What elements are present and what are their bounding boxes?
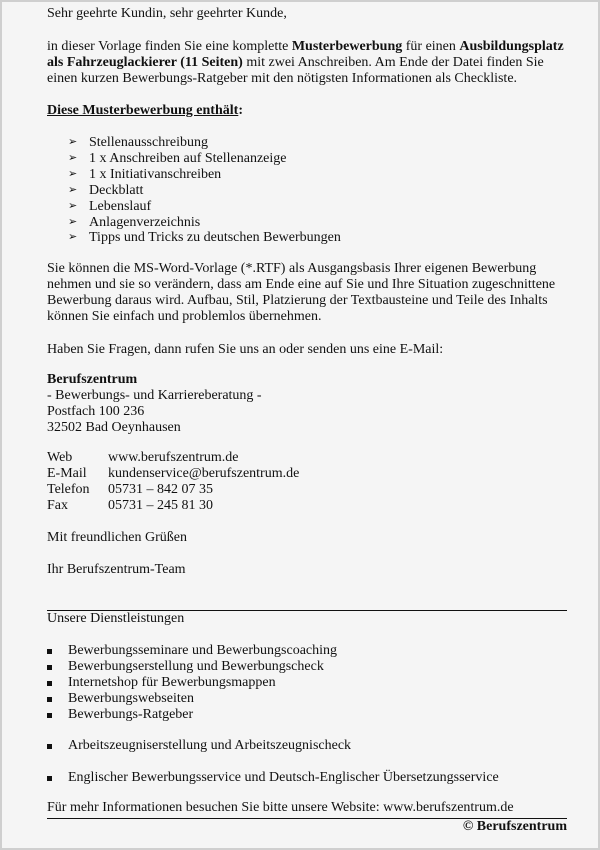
services-list <box>47 643 572 723</box>
greeting: Sehr geehrte Kundin, sehr geehrter Kunde, <box>47 6 287 21</box>
list-item <box>68 167 593 183</box>
contact-value: kundenservice@berufszentrum.de <box>108 465 300 481</box>
list-item-text: Anlagenverzeichnis <box>89 214 201 230</box>
square-bullet-icon <box>47 744 52 749</box>
list-item <box>47 659 572 675</box>
list-item <box>68 183 593 199</box>
contact-row <box>47 466 572 482</box>
list-item-text: Bewerbungserstellung und Bewerbungscheck <box>68 658 324 674</box>
arrow-bullet-icon: ➢ <box>68 167 78 180</box>
list-item <box>47 770 572 786</box>
list-item-text: 1 x Initiativanschreiben <box>89 166 222 182</box>
list-item <box>47 643 572 659</box>
list-item-text: Bewerbungswebseiten <box>68 690 194 706</box>
contact-row <box>47 450 572 466</box>
services-list <box>47 738 572 754</box>
intro-bold-product: Musterbewerbung <box>291 39 403 54</box>
arrow-bullet-icon: ➢ <box>68 215 78 228</box>
address-line: Postfach 100 236 <box>47 403 145 419</box>
square-bullet-icon <box>47 681 52 686</box>
list-item <box>68 135 593 151</box>
arrow-bullet-icon: ➢ <box>68 136 78 148</box>
list-item-text: Arbeitszeugniserstellung und Arbeitszeugnischeck <box>68 738 352 753</box>
contact-row <box>47 482 572 498</box>
contact-value: 05731 – 245 81 30 <box>108 497 213 513</box>
arrow-bullet-icon: ➢ <box>68 199 78 212</box>
square-bullet-icon <box>47 665 52 670</box>
list-item <box>68 215 593 231</box>
list-item <box>47 738 572 754</box>
address-line: - Bewerbungs- und Karriereberatung - <box>47 387 262 403</box>
arrow-bullet-icon: ➢ <box>68 231 78 244</box>
contact-label: Telefon <box>47 481 90 497</box>
square-bullet-icon <box>47 776 52 781</box>
square-bullet-icon <box>47 649 52 654</box>
contact-label: Fax <box>47 497 68 513</box>
list-item-text: Bewerbungsseminare und Bewerbungscoaching <box>68 643 338 658</box>
closing: Mit freundlichen Grüßen <box>47 530 187 545</box>
list-item <box>68 199 593 215</box>
list-item-text: Stellenausschreibung <box>89 135 208 150</box>
contact-value: www.berufszentrum.de <box>108 450 239 465</box>
contact-label: Web <box>47 450 73 465</box>
square-bullet-icon <box>47 697 52 702</box>
contact-row <box>47 498 572 514</box>
list-item <box>47 675 572 691</box>
intro-text: für einen <box>402 39 460 54</box>
list-item <box>68 151 593 167</box>
arrow-bullet-icon: ➢ <box>68 151 78 164</box>
square-bullet-icon <box>47 713 52 718</box>
list-item <box>68 230 593 246</box>
contact-label: E-Mail <box>47 465 87 481</box>
contents-list <box>68 135 593 246</box>
colon: : <box>238 103 243 118</box>
intro-paragraph <box>47 39 572 87</box>
intro-text: in dieser Vorlage finden Sie eine komplette <box>47 39 292 54</box>
contents-heading <box>47 103 572 119</box>
contact-value: 05731 – 842 07 35 <box>108 481 213 497</box>
intro-bold-position: Ausbildungsplatz als Fahrzeuglackierer (11 Seiten) <box>47 39 564 70</box>
list-item <box>47 707 572 723</box>
usage-paragraph: Sie können die MS-Word-Vorlage (*.RTF) als Ausgangsbasis Ihrer eigenen Bewerbung nehmen und sie so verändern, dass am Ende eine auf Sie und Ihre Situation zugeschnittene Bewerbung daraus wird. Aufbau, Stil, Platzierung der Textbausteine und Teile des Inhalts können Sie einfach und problemlos übernehmen. <box>47 261 556 324</box>
intro-text: mit zwei Anschreiben. Am Ende der Datei finden Sie einen kurzen Bewerbungs-Ratgeber mit den nötigsten Informationen als Checkliste. <box>47 54 544 86</box>
copyright: © Berufszentrum <box>462 819 567 834</box>
arrow-bullet-icon: ➢ <box>68 183 78 196</box>
list-item-text: Internetshop für Bewerbungsmappen <box>68 674 276 690</box>
list-item <box>47 691 572 707</box>
address-block <box>47 372 572 436</box>
list-item-text: Bewerbungs-Ratgeber <box>68 706 194 722</box>
list-item-text: Englischer Bewerbungsservice und Deutsch-Englischer Übersetzungsservice <box>68 770 499 785</box>
signature: Ihr Berufszentrum-Team <box>47 562 186 577</box>
services-heading: Unsere Dienstleistungen <box>47 611 185 626</box>
company-name: Berufszentrum <box>47 372 138 387</box>
address-line: 32502 Bad Oeynhausen <box>47 419 181 435</box>
footer-text: Für mehr Informationen besuchen Sie bitte unsere Website: www.berufszentrum.de <box>47 800 514 815</box>
services-list <box>47 770 572 786</box>
list-item-text: Deckblatt <box>89 182 144 198</box>
list-item-text: Lebenslauf <box>89 198 152 214</box>
contents-heading-text: Diese Musterbewerbung enthält <box>47 103 239 118</box>
list-item-text: Tipps und Tricks zu deutschen Bewerbungen <box>89 230 341 246</box>
contact-block <box>47 450 572 514</box>
questions-text: Haben Sie Fragen, dann rufen Sie uns an oder senden uns eine E-Mail: <box>47 342 444 357</box>
list-item-text: 1 x Anschreiben auf Stellenanzeige <box>89 150 287 166</box>
